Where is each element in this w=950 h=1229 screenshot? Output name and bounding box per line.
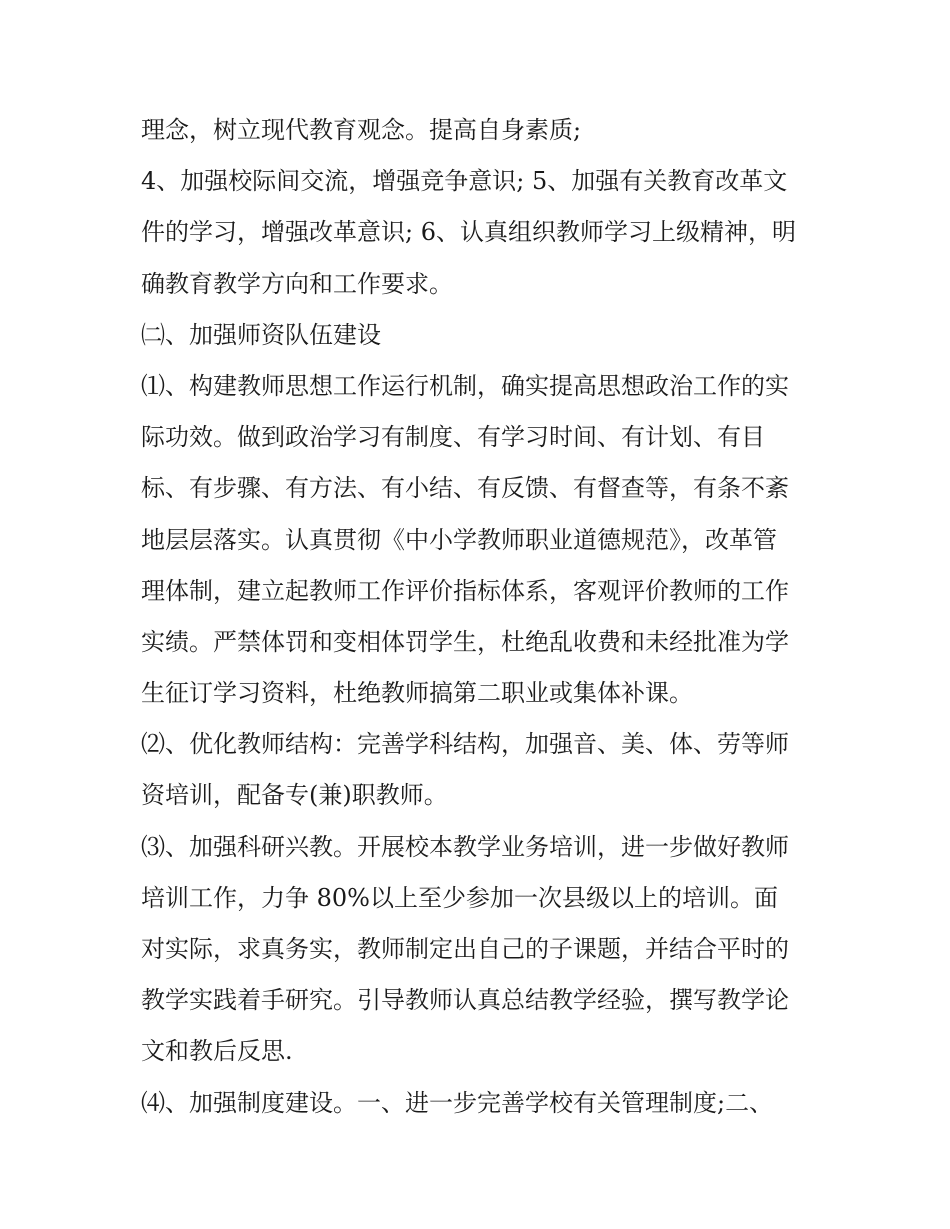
text-line: 资培训，配备专(兼)职教师。 <box>141 781 448 810</box>
text-line: 实绩。严禁体罚和变相体罚学生，杜绝乱收费和未经批准为学 <box>141 627 789 656</box>
text-line: 确教育教学方向和工作要求。 <box>141 269 453 298</box>
text-line: 文和教后反思. <box>141 1037 293 1066</box>
document-body <box>141 105 821 1129</box>
text-line: 培训工作，力争 80%以上至少参加一次县级以上的培训。面 <box>141 883 778 912</box>
section-heading: ㈡、加强师资队伍建设 <box>141 320 381 349</box>
text-line: 标、有步骤、有方法、有小结、有反馈、有督查等，有条不紊 <box>141 474 789 503</box>
text-line: 理体制，建立起教师工作评价指标体系，客观评价教师的工作 <box>141 576 789 605</box>
text-line: 4、加强校际间交流，增强竞争意识; 5、加强有关教育改革文 <box>141 167 788 196</box>
text-line: 地层层落实。认真贯彻《中小学教师职业道德规范》，改革管 <box>141 525 777 554</box>
text-line: ⑴、构建教师思想工作运行机制，确实提高思想政治工作的实 <box>141 371 789 400</box>
text-line: 教学实践着手研究。引导教师认真总结教学经验，撰写教学论 <box>141 986 789 1015</box>
text-line: 理念，树立现代教育观念。提高自身素质; <box>141 116 582 144</box>
text-line: 生征订学习资料，杜绝教师搞第二职业或集体补课。 <box>141 679 693 708</box>
text-line: ⑵、优化教师结构：完善学科结构，加强音、美、体、劳等师 <box>141 730 789 759</box>
text-line: 件的学习，增强改革意识; 6、认真组织教师学习上级精神，明 <box>141 218 796 247</box>
text-line: 际功效。做到政治学习有制度、有学习时间、有计划、有目 <box>141 423 765 452</box>
text-line: 对实际，求真务实，教师制定出自己的子课题，并结合平时的 <box>141 935 789 963</box>
text-line: ⑶、加强科研兴教。开展校本教学业务培训，进一步做好教师 <box>141 832 789 861</box>
text-line: ⑷、加强制度建设。一、进一步完善学校有关管理制度;二、 <box>141 1088 774 1117</box>
